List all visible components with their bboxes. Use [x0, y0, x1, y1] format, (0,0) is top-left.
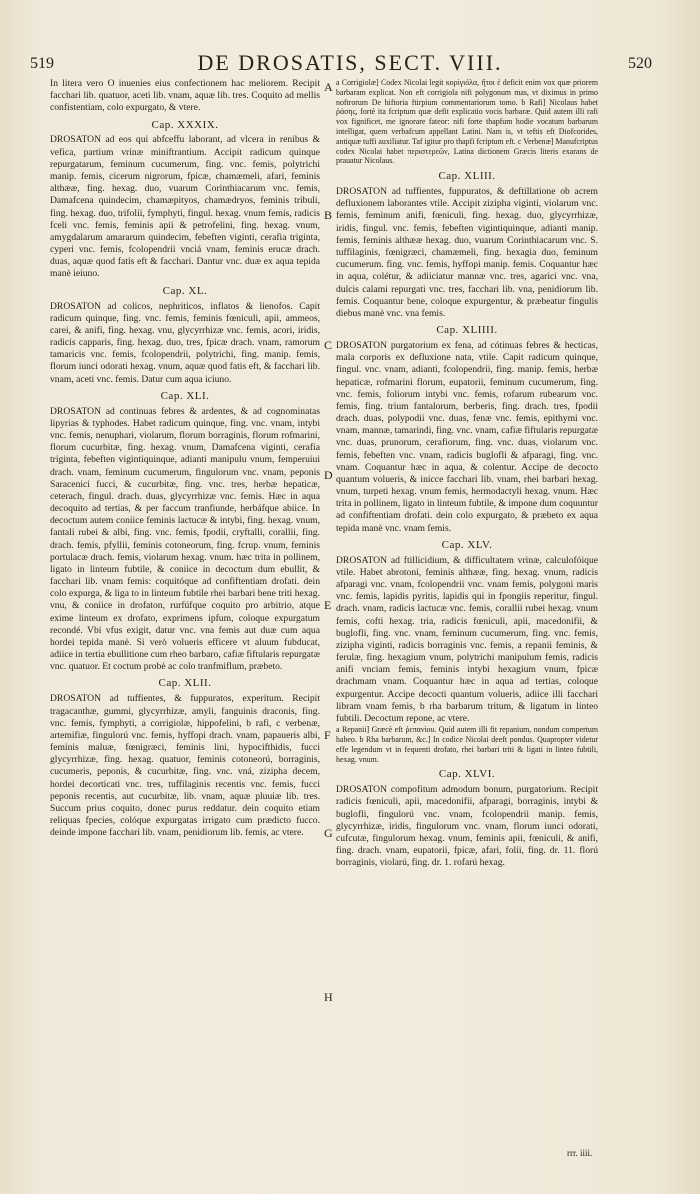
body-paragraph: DROSATON ad ftillicidium, & difficultatem vrinæ, calculofóique vtile. Habet abrotoni, feminis althææ, fing. hexag. vnum, radicis afparagi vnc. vnam, fcolopendrii vnc. vnam femis, polygoni maris vnc. femis, lapidis pyritis, lapidis qui in fpongiis reperitur, fingul. drach. vnam, radicis lactucæ vnc. femis, corallii rubei hexag. vnum femis, cofti hexag. tria, radicis fœniculi, apii, macedonifii, & buglofli, fing. vnc. vnam, feminum cucumerum, fing. vnc. femis, zizipha viginti, radicis borraginis vnc. femis, a repanii feminis, & ferulæ, fing. hexagium vnum, polytrichi manipulum femis, radicis anifi vnciam femis, feminis intybi hexagium vnum, fpicæ drachmam vnam. Coquantur hæc in aqua ad tertias, coloque expurgentur. Accipe decocti quantum volueris, adiice illi facchari libram vnam femis, b rha barbarum tritum, & ligatum in linteo fubtili. Decoctum repone, ac vtere. — [336, 554, 598, 724]
chapter-heading: Cap. XLVI. — [438, 768, 496, 781]
annotation-note: a Corrigiolæ] Codex Nicolai legit κορὶγιόλα, ἤτοι ἐ deficit enim vox quæ priorem barbaram explicat. Non eft corrigiola nifi polygonum mas, vt diximus in primo noftrorum De hiftoria ftirpium commentariorum tomo. b Rafi] Nicolaus habet ῥάσης, fortè ita fcriptum quæ defit explicatio vocis barbaræ. Quid autem illi rafi vox fignificet, me ignorare fateor: nifi forte thapfum hodie vocatum barbarum intelligat, quem verbafcum appellant Latini. Nam is, vt teftis eft Diofcorides, antiquæ tuffi auxiliatur. Taf igitur pro thapfi fcriptum eft. c Verbenæ] Manufcriptus codex Nicolai habet περιστερεῶν, Latina dictionem Græcis literis exarans de prauatur Nicolaus. — [336, 78, 598, 166]
chapter-heading: Cap. XL. — [162, 284, 208, 297]
body-paragraph: In litera vero O inuenies eius confectionem hac meliorem. Recipit facchari lib. quatuor, aceti lib. vnam, aquæ lib. tres. Coquito ad mellis confistentiam, colo expurgato, & vtere. — [50, 78, 320, 114]
body-paragraph: DROSATON ad tuffientes, & fuppuratos, experitum. Recipit tragacanthæ, gummi, glycyrrhizæ, amyli, fanguinis draconis, fing. vnc. femis, fymphyti, a corrigiolæ, hippofelini, b rafi, c verbenæ, artemifiæ, fingulorú vnc. femis, hyffopi drach. vnam, papaueris albi, feminis maluæ, fœnigræci, feminis lini, hypocifthidis, fucci glycyrrhizæ, fing. hexag. quatuor, feminis cotoneorú, borraginis, cucumeris, peponis, & cucurbitæ, fing. vnc. vná, zizipha decem, hordei decorticati vnc. tres, tuffilaginis recentis vnc. femis, fucci peponis recentis, aut cucurbitæ, lib. vnam, aquæ pluuiæ lib. tres. Succum prius coquito, donec purus reddatur. dein coquito etiam reliquas fpecies, colóque expurgatas irrigato cum prædicto fucco. deinde impone facchari lib. vnam, penidiorum lib. femis, ac vtere. — [50, 693, 320, 839]
margin-letter-a: A — [324, 80, 333, 94]
chapter-heading: Cap. XLIII. — [438, 170, 496, 183]
page-number-left: 519 — [30, 55, 54, 72]
margin-letter-g: G — [324, 826, 333, 840]
body-paragraph: DROSATON compofitum admodum bonum, purgatorium. Recipit radicis fœniculi, apii, macedonifii, afparagi, borraginis, intybi & buglofli, fingulorú vnc. vnam, fcolopendrii manip. femis, glycyrrhizæ, iridis, fingulorum vnc. vnam, florum iunci odorati, cufcutæ, fingulorum hexag. vnum, feminis apii, fœniculi, & anifi, fing. drach. vnam, eupatorii, fpicæ, afari, folii, fing. dr. 11. florú borraginis, violarú, fing. dr. 1. rofarú hexag. — [336, 784, 598, 869]
chapter-heading: Cap. XXXIX. — [151, 118, 219, 131]
margin-letter-b: B — [324, 208, 333, 222]
margin-letter-h: H — [324, 990, 333, 1004]
body-paragraph: DROSATON ad tuffientes, fuppuratos, & deftillatione ob acrem defluxionem laborantes vtile. Accipit zizipha viginti, violarum vnc. femis, feminum anifi, fœniculi, fing. hexag. duo, glycyrrhizæ, iridis, fingul. vnc. femis, febeften vigintiquinque, adianti manip. femis, feminis althææ hexag. duo, vuarum Corinthiacarum vnc. S. tuffilaginis, fœnigræci, chamæmeli, fing. hexagia duo, feminum cucumerum. fing. vnc. femis, hyffopi manip. femis. Coquantur hæc in aqua, colétur, & adiiciatur mannæ vnc. tres, agarici vnc. vna, dulcis calami repurgati vnc. tres, facchari lib. vna, penidiorum lib. femis. Coquantur bene, coloque expurgentur, & præbeatur fingulis diebus manè vnc. vna femis. — [336, 186, 598, 319]
margin-letter-e: E — [324, 598, 332, 612]
margin-letter-d: D — [324, 468, 333, 482]
chapter-heading: Cap. XLV. — [441, 538, 493, 551]
running-title: DE DROSATIS, SECT. VIII. — [197, 50, 503, 75]
chapter-heading: Cap. XLI. — [160, 389, 210, 402]
body-paragraph: DROSATON ad continuas febres & ardentes, & ad cognominatas lipyrias & typhodes. Habet radicum quinque, fing. vnc. vnam, intybi vnc. femis, nenuphari, violarum, florum borraginis, florum rofmarini, florum cucurbitæ, fing. hexag. vnum, Damafcena viginti, cerafia triginta, febeften vigintiquinque, adianti manipulu vnum, femperuiui drach. vnam, feminum cucumerum, fingulorum vnc. vnam, peponis Saracenici fucci, & cucurbitæ, fing. vnc. tres, herbæ hepaticæ, ceterach, fingul. drach. duas, glycyrrhizæ vnc. femis. Hæc in aqua decoquito ad tertias, & per faccum tranfiunde, herbáfque abiice. In decoctum autem coniice feminis lactucæ & intybi, fing. hexag. vnum, fantali rubei & albi, fing. vnc. femis, fpodii, cryftalli, corallii, fing. drach. femis, pfyllii, feminis cotoneorum, fing. fcrup. vnum, feminis portulacæ drach. femis, violarum hexag. vnum. hæc trita in pollinem, ligato in linteum fubtile, & coniice in decoctum dum ebullit, & facchari lib. vnam femis: coquitóque ad confiftentiam drofati. dein colo expurga, & liga to in linteum fubtile rhei barbari bene triti hexag. vnu, & coniice in drofaton, rurfúfque coquito pro arbitrio, atque exime linteum ex drofato, exprimens ipfum, coloque expurgatum recondé. Vbi vfus exigit, datur vnc. vna femis aut duæ cum aqua hordei tepida manè. Si verò volueris efficere vt aluum fubducat, adiice in tertia ebullitione cum rheo barbaro, cafiæ fiftularis repurgatæ vnc. quatuor. Et coctum probè ac colo tranfmiflum, præbeto. — [50, 405, 320, 673]
annotation-note: a Repanii] Græcè eft ῥεπανίου. Quid autem illi fit repanium, nondum compertum habeo. b Rha barbarum, &c.] In codice Nicolai deeft pondus. Quapropter videtur effe legendum vt in fequenti drofato, rhei barbari triti & ligati in linteo fubtili, hexag. vnum. — [336, 725, 598, 764]
right-column — [336, 78, 598, 869]
page-number-right: 520 — [628, 55, 652, 72]
chapter-heading: Cap. XLIIII. — [436, 324, 498, 337]
left-column — [50, 78, 320, 840]
signature-mark: rrr. iiii. — [567, 1148, 593, 1158]
body-paragraph: DROSATON purgatorium ex fena, ad cótinuas febres & hecticas, mala corporis ex defluxione nata, vtile. Capit radicum quinque, fingul. vnc. vnam, adianti, fcolopendrii, fing. manip. femis, herbæ hepaticæ, rofmarini florum, eupatorii, feminum cucumerum, fing. vnc. femis, foliorum intybi vnc. femis, rofarum rubearum vnc. femis, fing. trium fantalorum, berberis, fing. drach. tres, fpodii drach. duas, polypodii vnc. duas, fenæ vnc. femis, epithymi vnc. vnam, mannæ, tamarindi, fing. vnc. vnam, cafiæ fiftularis repurgatæ vnc. duas, prunorum, cerafiorum, fing. vnc. duas, violarum vnc. femis, febeften vnc. vnam, radicis buglofli & afparagi, fing. vnc. vnam. Coquantur hæc in aqua, & colentur. Accipe de decocto quantum volueris, & inicce facchari lib. vnam, rhei barbari hexag. vnum, turpeti hexag. vnum femis, hermodactyli hexag. vnum. Hæc trita in pollinem, ligato in linteum fubtile, & impone dum coquuntur ad confiftentiam drofati. dein colo expurgato, & præbeto ex aqua tepida manè vnc. vnam femis. — [336, 340, 598, 534]
body-paragraph: DROSATON ad eos qui abfceffu laborant, ad vlcera in renibus & vefica, partium vrinæ miniftrantium. Accipit radicum quinque repurgatarum, feminum cucumerum, fing. vnc. femis, polytrichi manip. femis, cicerum nigrorum, fpicæ, chamæmeli, afari, feminis althææ, fing. hexag. duo, vuarum Corinthiacarum vnc. femis, Damafcena quindecim, chamæpityos, chamædryos, feminis tribuli, fing. hexag. duo, trifolii, fymphyti, fingul. hexag. vnum femis, radicis fceli vnc. femis, feminis apii & petrofelini, fing. hexag. vnum, amygdalarum amararum quindecim, febeften viginti, cerafia triginta, cyperi vnc. femis, fcolopendrii vnciá vnam, feminis erucæ drach. duas, aquæ quod fatis eft & facchari. Dantur vnc. duæ ex aqua tepida manè ieiuno. — [50, 134, 320, 280]
margin-letter-f: F — [324, 728, 331, 742]
margin-letter-c: C — [324, 338, 333, 352]
body-paragraph: DROSATON ad colicos, nephriticos, inflatos & lienofos. Capit radicum quinque, fing. vnc. femis, feminis fœniculi, apii, ammeos, carei, & anifi, fing. hexag. vnu, glycyrrhizæ vnc. femis, acori, iridis, radicis capparis, fing. hexag. duo, tres, fpicæ drach. vnam, ramorum tamaricis vnc. femis, fcolopendrii, polytrichi, fing. manip. femis, florum iunci odorati hexag. vnum, aquæ quod fatis eft, & facchari lib. vnam, aceti vnc. femis. Datur cum aqua iciuno. — [50, 300, 320, 385]
chapter-heading: Cap. XLII. — [158, 677, 212, 690]
